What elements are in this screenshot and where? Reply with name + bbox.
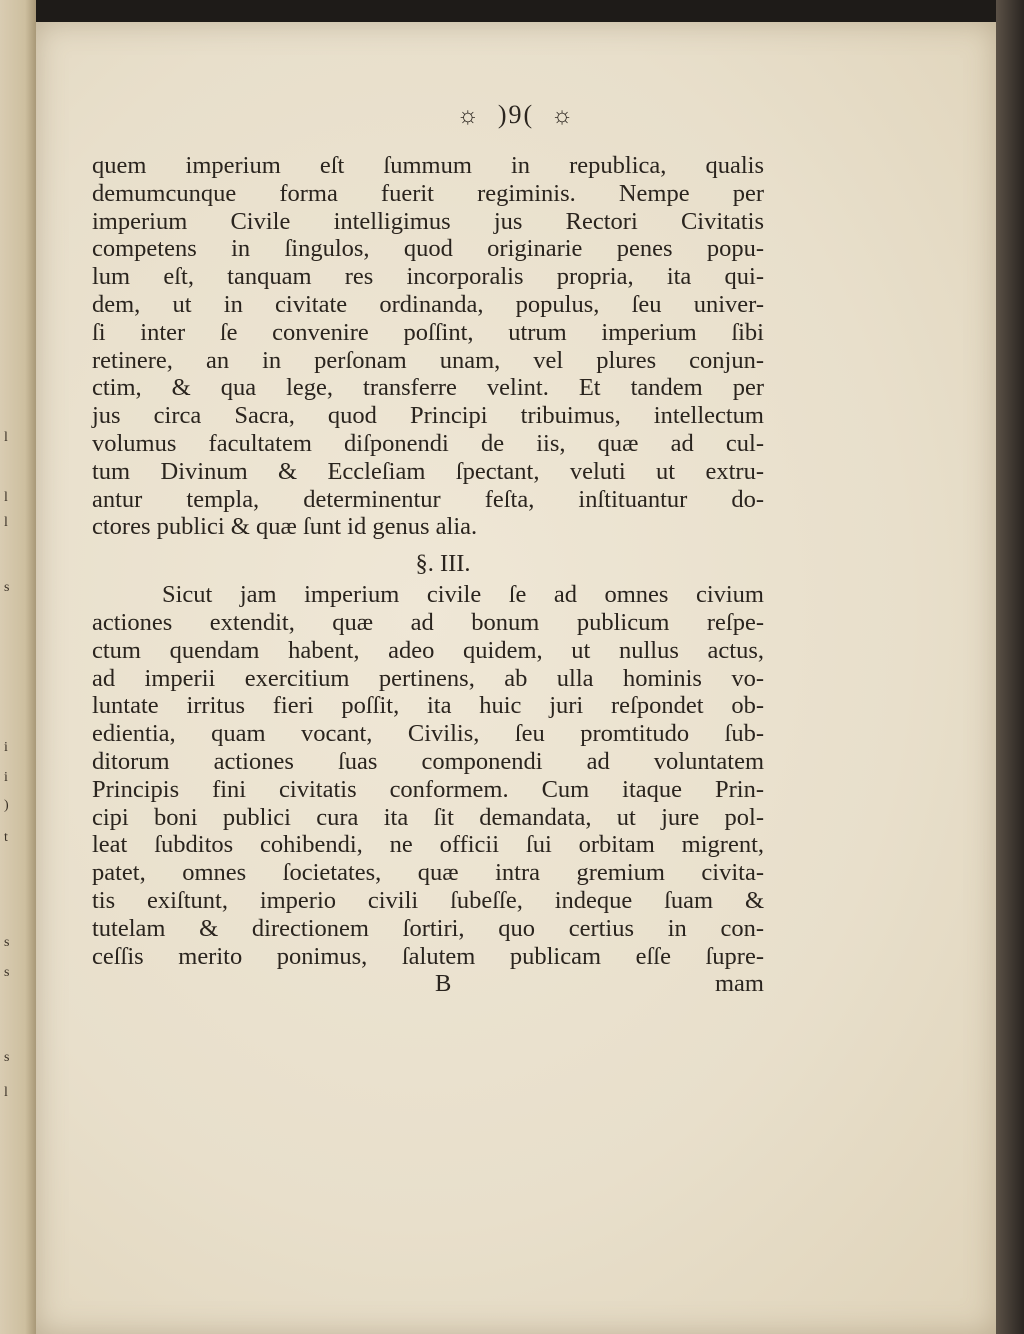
text-line: cipi boni publici cura ita ſit demandata, ut jure pol-: [92, 803, 764, 831]
text-line: competens in ſingulos, quod originarie penes popu-: [92, 235, 764, 263]
book-binding-edge: [996, 0, 1024, 1334]
gutter-mark: s: [4, 580, 10, 595]
gutter-mark: l: [4, 490, 8, 505]
signature-mark: B: [435, 970, 452, 998]
text-line: ſi inter ſe convenire poſſint, utrum imperium ſibi: [92, 318, 764, 346]
gutter-mark: l: [4, 430, 8, 445]
text-line: lum eſt, tanquam res incorporalis propria, ita qui-: [92, 263, 764, 291]
text-line: quem imperium eſt ſummum in republica, qualis: [92, 152, 764, 179]
gutter-mark: l: [4, 1085, 8, 1100]
text-line: tutelam & directionem ſortiri, quo certius in con-: [92, 914, 764, 942]
text-line: ditorum actiones ſuas componendi ad voluntatem: [92, 747, 764, 775]
text-line: ctores publici & quæ ſunt id genus alia.: [92, 513, 478, 541]
gutter-mark: s: [4, 1050, 10, 1065]
ornament-right-icon: ☼: [551, 103, 576, 129]
catchword: mam: [715, 970, 764, 998]
text-line: edientia, quam vocant, Civilis, ſeu promtitudo ſub-: [92, 720, 764, 748]
paragraph-2: [92, 581, 764, 970]
gutter-mark: s: [4, 935, 10, 950]
section-heading: §. III.: [415, 550, 471, 578]
text-line: volumus facultatem diſponendi de iis, quæ ad cul-: [92, 429, 764, 457]
text-line: actiones extendit, quæ ad bonum publicum reſpe-: [92, 608, 764, 636]
facing-page-edge: [0, 0, 36, 1334]
gutter-mark: l: [4, 515, 8, 530]
page-footer: [92, 970, 764, 998]
text-line: ctum quendam habent, adeo quidem, ut nullus actus,: [92, 636, 764, 664]
gutter-mark: i: [4, 770, 8, 785]
paragraph-1: [92, 152, 764, 541]
gutter-mark: t: [4, 830, 8, 845]
text-line: ctim, & qua lege, transferre velint. Et tandem per: [92, 374, 764, 402]
text-line: jus circa Sacra, quod Principi tribuimus, intellectum: [92, 402, 764, 430]
text-line: demumcunque forma fuerit regiminis. Nempe per: [92, 179, 764, 207]
text-line: ad imperii exercitium pertinens, ab ulla hominis vo-: [92, 664, 764, 692]
text-line: tum Divinum & Eccleſiam ſpectant, veluti ut extru-: [92, 457, 764, 485]
gutter-mark: s: [4, 965, 10, 980]
text-line: ceſſis merito ponimus, ſalutem publicam eſſe ſupre-: [92, 942, 764, 970]
gutter-mark: i: [4, 740, 8, 755]
text-line: retinere, an in perſonam unam, vel plures conjun-: [92, 346, 764, 374]
text-line: luntate irritus fieri poſſit, ita huic juri reſpondet ob-: [92, 692, 764, 720]
book-page: [36, 22, 996, 1334]
gutter-mark: ): [4, 798, 9, 813]
text-line: Sicut jam imperium civile ſe ad omnes civium: [162, 581, 764, 609]
text-line: antur templa, determinentur feſta, inſtituantur do-: [92, 485, 764, 513]
body-text: [92, 152, 764, 998]
text-line: leat ſubditos cohibendi, ne officii ſui orbitam migrent,: [92, 831, 764, 859]
text-line: dem, ut in civitate ordinanda, populus, ſeu univer-: [92, 290, 764, 318]
text-line: patet, omnes ſocietates, quæ intra gremium civita-: [92, 859, 764, 887]
text-line: Principis fini civitatis conformem. Cum itaque Prin-: [92, 775, 764, 803]
running-head: [36, 100, 996, 130]
page-number: )9(: [497, 100, 535, 129]
ornament-left-icon: ☼: [456, 103, 481, 129]
text-line: imperium Civile intelligimus jus Rectori Civitatis: [92, 207, 764, 235]
text-line: tis exiſtunt, imperio civili ſubeſſe, indeque ſuam &: [92, 886, 764, 914]
